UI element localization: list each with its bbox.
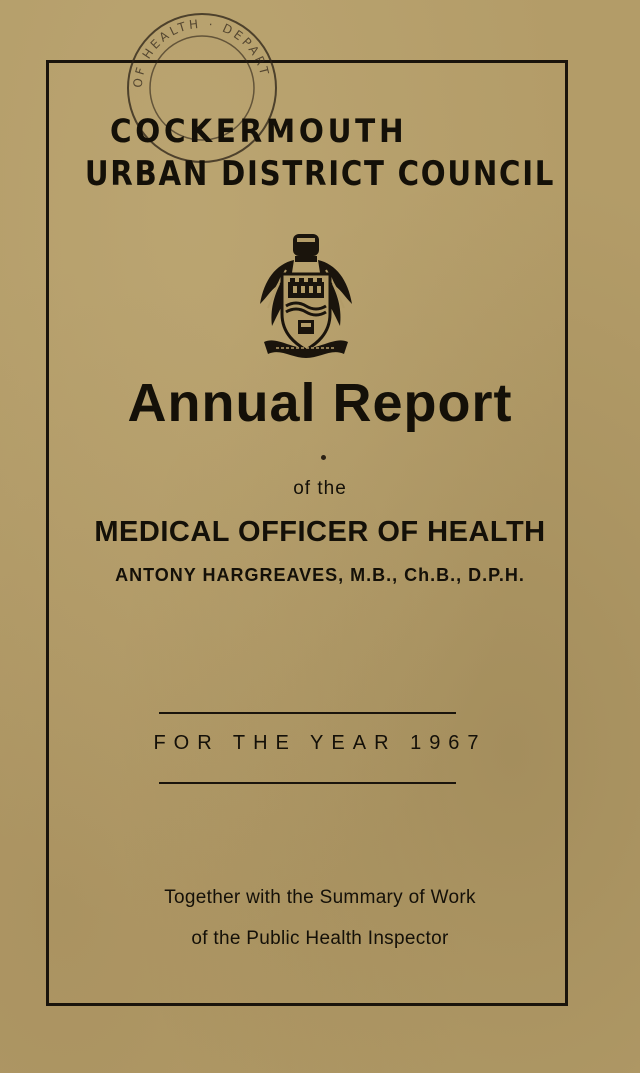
office-title: MEDICAL OFFICER OF HEALTH: [94, 516, 546, 548]
subtitle-line-1: Together with the Summary of Work: [164, 887, 476, 908]
top-divider: [159, 712, 456, 714]
bottom-divider: [159, 782, 456, 784]
report-year: FOR THE YEAR 1967: [153, 732, 487, 754]
subtitle-line-2: of the Public Health Inspector: [191, 928, 449, 949]
council-name: URBAN DISTRICT COUNCIL: [84, 154, 556, 194]
council-crest-icon: [246, 230, 366, 364]
ink-dot: [321, 455, 326, 460]
of-the-text: of the: [293, 478, 347, 499]
officer-name: ANTONY HARGREAVES, M.B., Ch.B., D.P.H.: [115, 565, 525, 585]
report-title: Annual Report: [127, 373, 513, 433]
svg-text:OF HEALTH · DEPART: OF HEALTH · DEPART: [130, 16, 273, 89]
town-name: COCKERMOUTH: [110, 112, 408, 150]
